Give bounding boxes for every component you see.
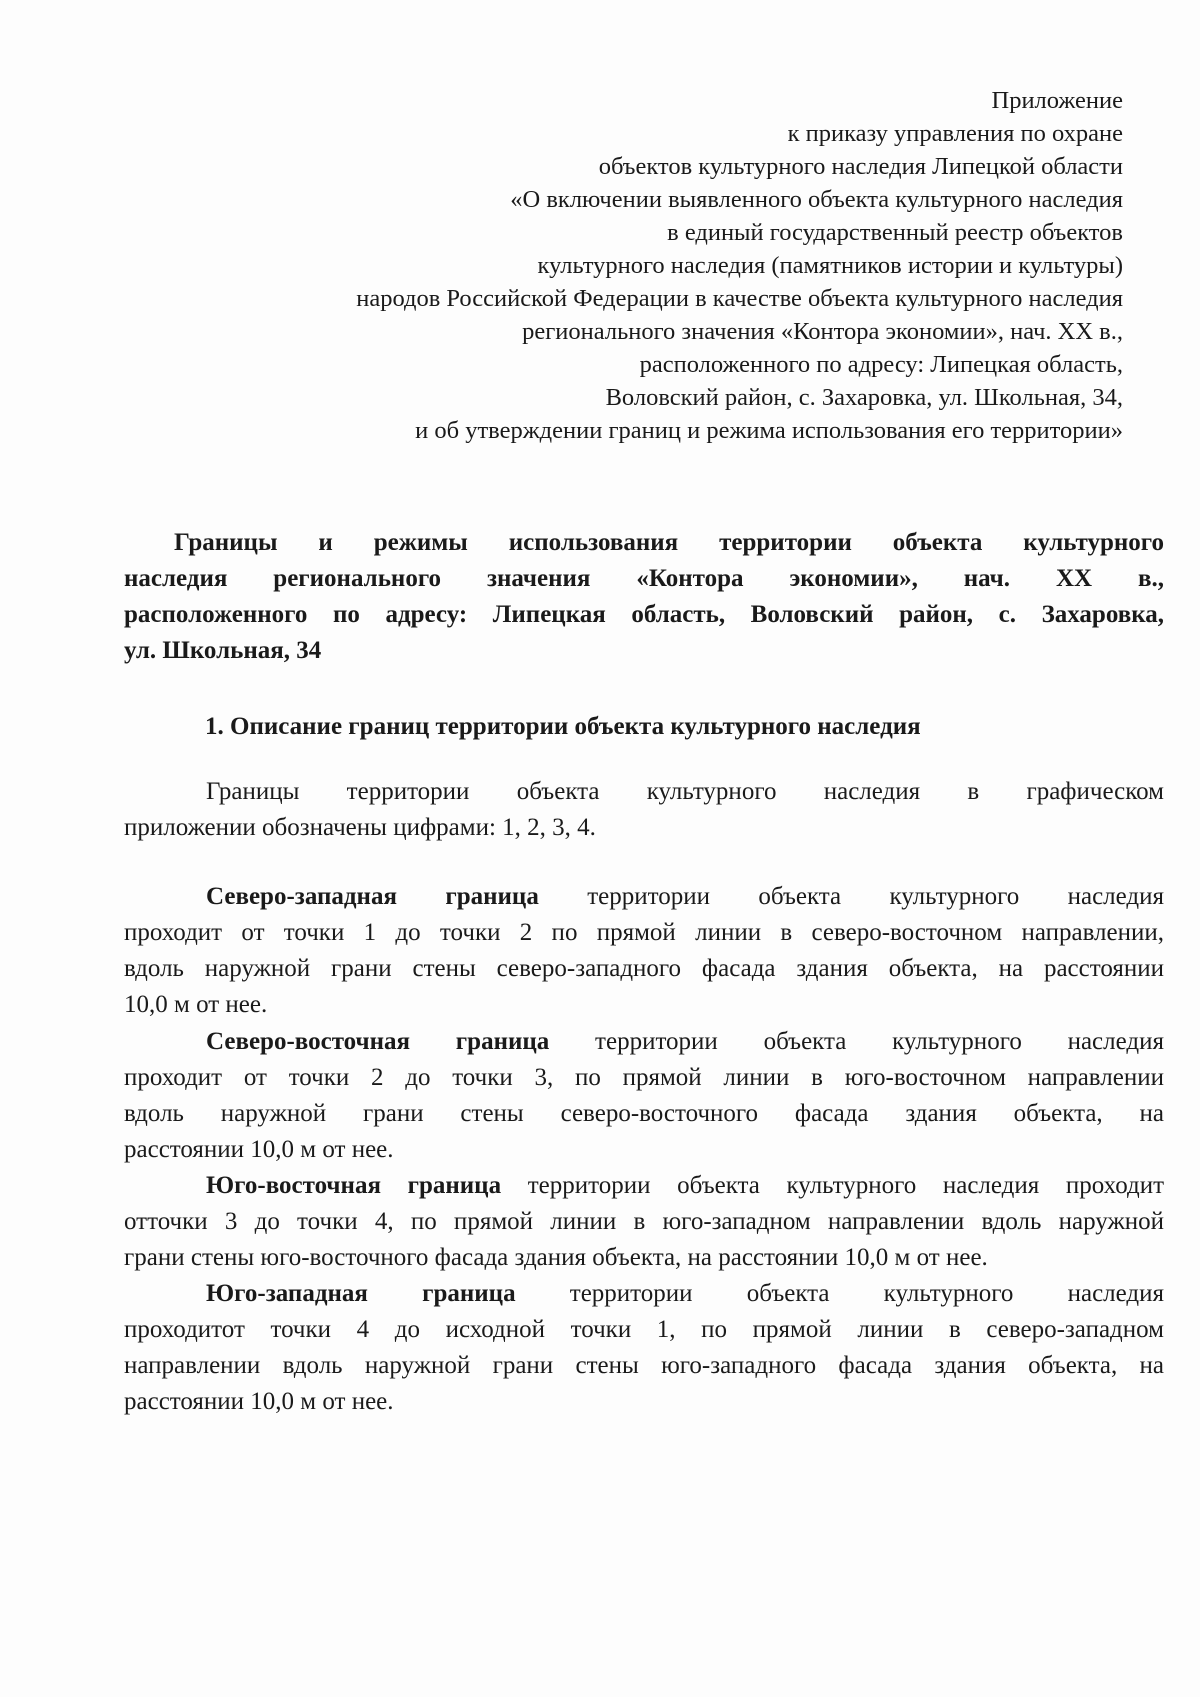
paragraph-line-text: территории объекта культурного наследия [587,883,1165,910]
appendix-line: Приложение [991,87,1123,114]
paragraph-line: проходитот точки 4 до исходной точки 1, по прямой линии в северо-западном [124,1316,1164,1343]
appendix-line: объектов культурного наследия Липецкой области [598,153,1123,180]
boundary-label: Юго-западная граница [206,1280,516,1307]
paragraph-line: расстоянии 10,0 м от нее. [124,1136,394,1163]
title-line: наследия регионального значения «Контора экономии», нач. XX в., [124,565,1164,592]
paragraph-line: проходит от точки 1 до точки 2 по прямой линии в северо-восточном направлении, [124,919,1164,946]
paragraph-line: приложении обозначены цифрами: 1, 2, 3, 4. [124,814,596,841]
paragraph-line [124,1276,1164,1312]
paragraph-line: проходит от точки 2 до точки 3, по прямой линии в юго-восточном направлении [124,1064,1164,1091]
paragraph-line: 10,0 м от нее. [124,991,268,1018]
appendix-line: «О включении выявленного объекта культурного наследия [510,186,1123,213]
document-title [124,525,1164,669]
paragraph-line: Границы территории объекта культурного наследия в графическом [206,778,1164,805]
appendix-line: к приказу управления по охране [787,120,1123,147]
appendix-line: народов Российской Федерации в качестве объекта культурного наследия [356,285,1123,312]
appendix-line: в единый государственный реестр объектов [667,219,1123,246]
appendix-line: регионального значения «Контора экономии», нач. XX в., [522,318,1123,345]
appendix-line: расположенного по адресу: Липецкая область, [639,351,1123,378]
paragraph-line [124,1024,1164,1060]
paragraph-line: направлении вдоль наружной грани стены юго-западного фасада здания объекта, на [124,1352,1164,1379]
paragraph-line [124,1168,1164,1204]
paragraph-line [124,879,1164,915]
paragraph-southeast-boundary [124,1168,1164,1276]
section-heading: 1. Описание границ территории объекта культурного наследия [205,713,921,740]
appendix-line: Воловский район, с. Захаровка, ул. Школьная, 34, [605,384,1123,411]
paragraph-line: вдоль наружной грани стены северо-восточного фасада здания объекта, на [124,1100,1164,1127]
boundary-label: Северо-восточная граница [206,1028,550,1055]
paragraph-line-text: территории объекта культурного наследия [569,1280,1165,1307]
paragraph-intro [124,774,1164,846]
paragraph-northwest-boundary [124,879,1164,1023]
title-line: Границы и режимы использования территории объекта культурного [174,529,1164,556]
appendix-line: культурного наследия (памятников истории и культуры) [537,252,1123,279]
paragraph-line-text: территории объекта культурного наследия проходит [527,1172,1165,1199]
paragraph-line: расстоянии 10,0 м от нее. [124,1388,394,1415]
title-line: расположенного по адресу: Липецкая область, Воловский район, с. Захаровка, [124,601,1164,628]
appendix-line: и об утверждении границ и режима использования его территории» [415,417,1123,444]
paragraph-line: вдоль наружной грани стены северо-западного фасада здания объекта, на расстоянии [124,955,1164,982]
paragraph-line: грани стены юго-восточного фасада здания объекта, на расстоянии 10,0 м от нее. [124,1244,988,1271]
boundary-label: Юго-восточная граница [206,1172,502,1199]
paragraph-northeast-boundary [124,1024,1164,1168]
paragraph-line: отточки 3 до точки 4, по прямой линии в юго-западном направлении вдоль наружной [124,1208,1164,1235]
boundary-label: Северо-западная граница [206,883,539,910]
paragraph-southwest-boundary [124,1276,1164,1420]
paragraph-line-text: территории объекта культурного наследия [595,1028,1164,1055]
title-line: ул. Школьная, 34 [124,637,322,664]
appendix-header [356,84,1123,447]
